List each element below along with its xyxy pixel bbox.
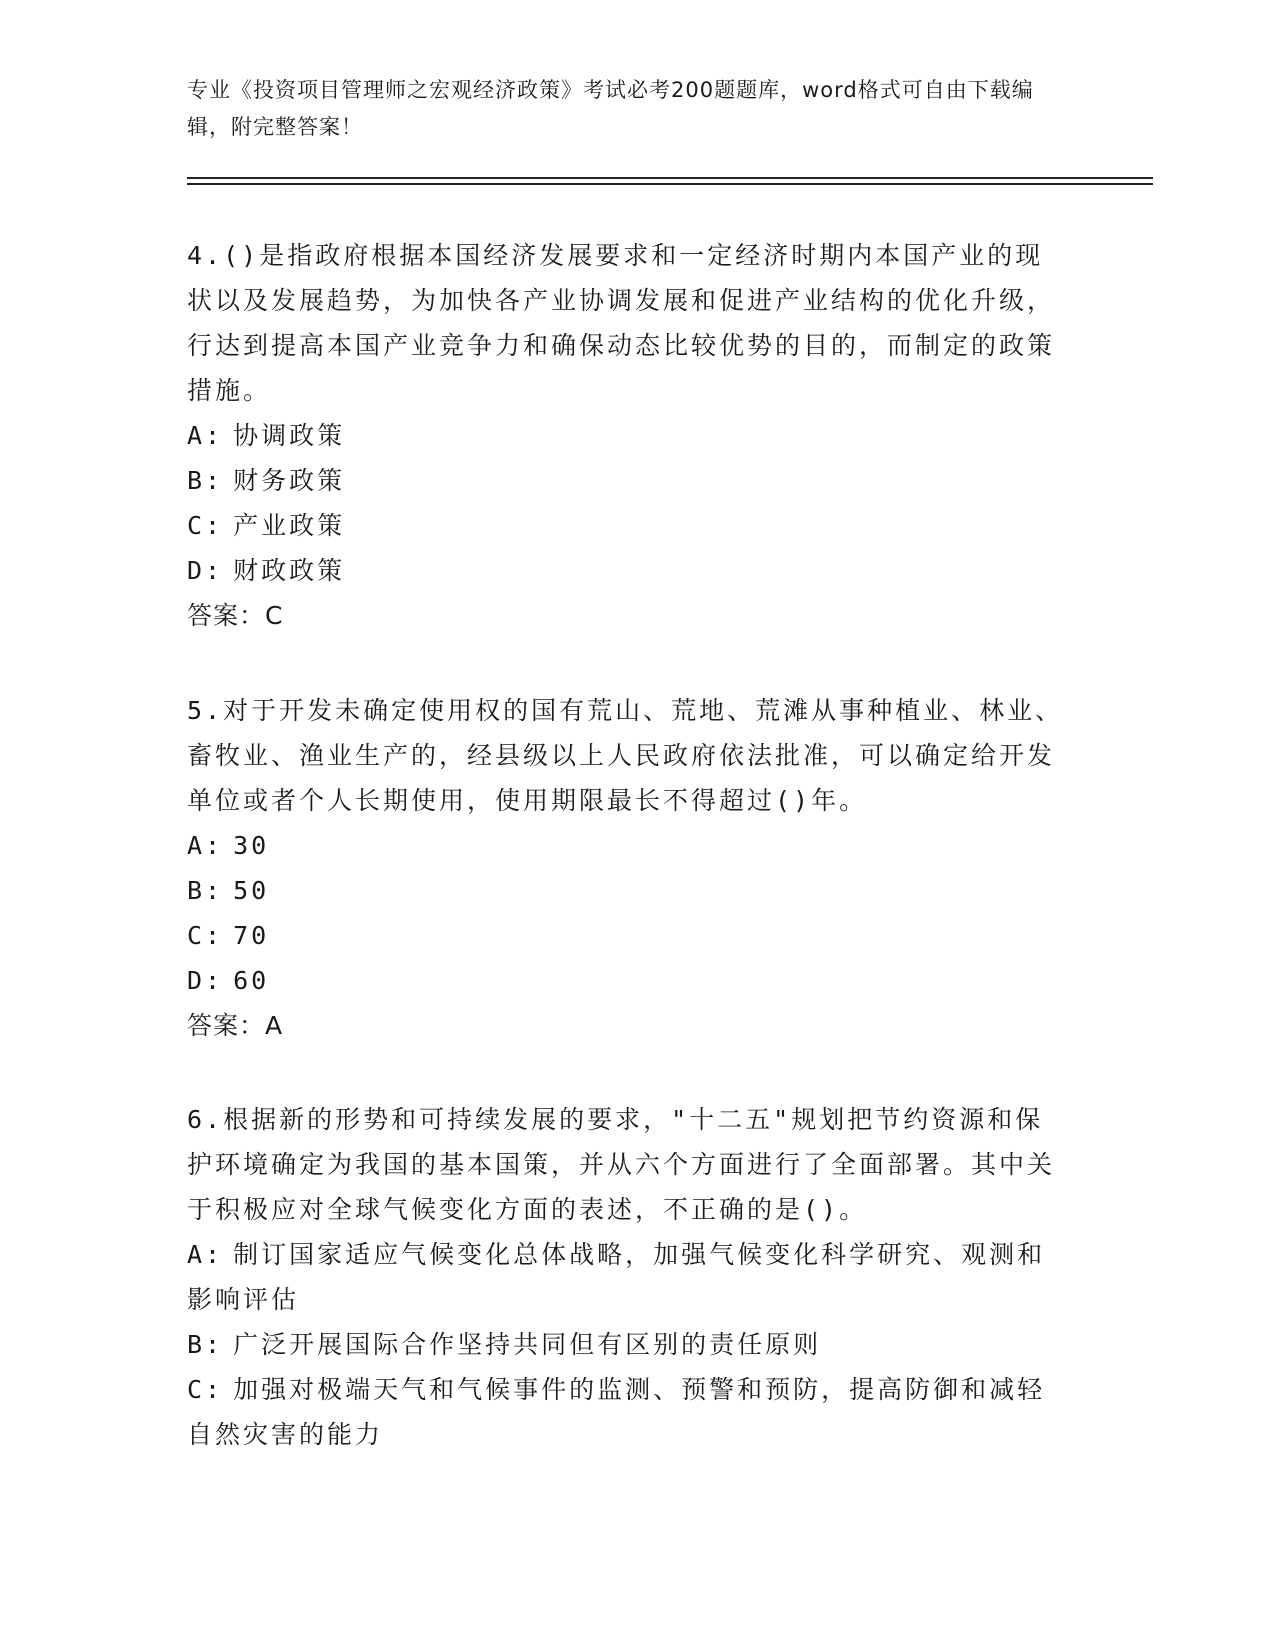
option-key: D: [187, 556, 224, 585]
header-divider-bottom [187, 183, 1153, 185]
option-key: C: [187, 921, 224, 950]
question-stem: 5.对于开发未确定使用权的国有荒山、荒地、荒滩从事种植业、林业、畜牧业、渔业生产的，经县级以上人民政府依法批准，可以确定给开发单位或者个人长期使用，使用期限最长不得超过()年。 [187, 696, 1064, 815]
option-key: A: [187, 831, 224, 860]
option-d [187, 958, 1067, 1003]
option-a [187, 413, 1067, 458]
answer-line: 答案：C [187, 601, 284, 630]
option-a [187, 1232, 1067, 1322]
header-divider-top [187, 177, 1153, 179]
option-key: D: [187, 966, 224, 995]
option-text: 协调政策 [233, 421, 346, 450]
option-text: 30 [233, 831, 270, 860]
answer-line: 答案：A [187, 1011, 284, 1040]
option-key: A: [187, 421, 224, 450]
option-key: B: [187, 466, 224, 495]
question-block [187, 1097, 1067, 1457]
option-text: 财务政策 [233, 466, 346, 495]
option-b [187, 458, 1067, 503]
option-a [187, 823, 1067, 868]
question-stem: 6.根据新的形势和可持续发展的要求，"十二五"规划把节约资源和保护环境确定为我国的基本国策，并从六个方面进行了全面部署。其中关于积极应对全球气候变化方面的表述，不正确的是()。 [187, 1105, 1056, 1224]
option-b [187, 1322, 1067, 1367]
document-header: 专业《投资项目管理师之宏观经济政策》考试必考200题题库，word格式可自由下载编辑，附完整答案！ [187, 78, 1034, 139]
option-text: 制订国家适应气候变化总体战略，加强气候变化科学研究、观测和影响评估 [187, 1240, 1046, 1314]
option-key: A: [187, 1240, 224, 1269]
option-text: 财政政策 [233, 556, 346, 585]
question-block [187, 688, 1067, 1048]
question-block [187, 233, 1067, 638]
option-text: 产业政策 [233, 511, 346, 540]
option-text: 60 [233, 966, 270, 995]
option-key: B: [187, 1330, 224, 1359]
option-d [187, 548, 1067, 593]
option-text: 50 [233, 876, 270, 905]
option-key: C: [187, 511, 224, 540]
option-c [187, 503, 1067, 548]
option-key: C: [187, 1375, 224, 1404]
option-text: 广泛开展国际合作坚持共同但有区别的责任原则 [233, 1330, 822, 1359]
option-key: B: [187, 876, 224, 905]
question-stem: 4.()是指政府根据本国经济发展要求和一定经济时期内本国产业的现状以及发展趋势，为加快各产业协调发展和促进产业结构的优化升级，行达到提高本国产业竞争力和确保动态比较优势的目的，而制定的政策措施。 [187, 241, 1056, 405]
option-c [187, 1367, 1067, 1457]
option-c [187, 913, 1067, 958]
option-b [187, 868, 1067, 913]
option-text: 加强对极端天气和气候事件的监测、预警和预防，提高防御和减轻自然灾害的能力 [187, 1375, 1046, 1449]
option-text: 70 [233, 921, 270, 950]
